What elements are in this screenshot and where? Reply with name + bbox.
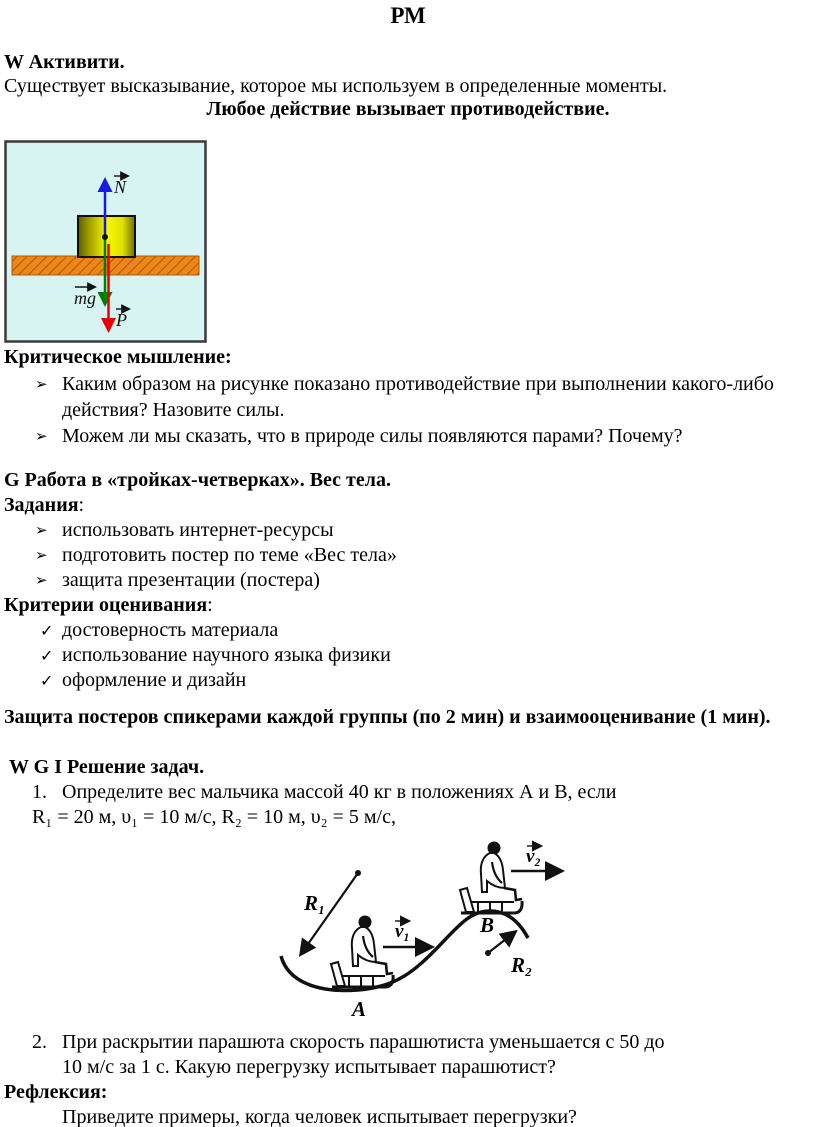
bullet-text: Каким образом на рисунке показано противодействие при выполнении какого-либо действия? Назовите силы. bbox=[62, 373, 774, 421]
activity-heading: W Активити. bbox=[4, 51, 125, 73]
sled-rider-a bbox=[331, 916, 393, 988]
page-title: РМ bbox=[390, 3, 426, 28]
reflection-heading: Рефлексия: bbox=[4, 1081, 108, 1103]
item-number: 1. bbox=[32, 781, 47, 803]
bullet-text: достоверность материала bbox=[62, 619, 279, 641]
bullet-text: защита презентации (постера) bbox=[62, 569, 320, 591]
problem-given-values: R₁ = 20 м, υ₁ = 10 м/с, R₂ = 10 м, υ₂ = 5 м/с, bbox=[32, 806, 396, 828]
problem-text-continued: 10 м/с за 1 с. Какую перегрузку испытывает парашютист? bbox=[62, 1056, 556, 1078]
list-item bbox=[40, 643, 812, 668]
check-icon: ✓ bbox=[40, 621, 54, 640]
list-item bbox=[35, 423, 812, 449]
n-label: N bbox=[114, 177, 127, 197]
p-label: P bbox=[116, 310, 127, 330]
figure-forces-block-on-support bbox=[4, 140, 207, 343]
r2-label: R₂ bbox=[511, 953, 533, 977]
critical-thinking-heading: Критическое мышление: bbox=[4, 346, 232, 368]
list-item bbox=[35, 371, 812, 423]
mg-label: mg bbox=[74, 288, 96, 308]
list-item bbox=[35, 543, 812, 568]
list-item bbox=[35, 518, 812, 543]
b-position-label: B bbox=[480, 913, 495, 937]
problem-item-1 bbox=[4, 780, 812, 830]
group-work-heading: G Работа в «тройках-четверках». Вес тела. bbox=[4, 469, 391, 491]
list-item bbox=[40, 618, 812, 643]
list-item bbox=[40, 668, 812, 693]
a-position-label: A bbox=[352, 997, 367, 1021]
problem-item-2 bbox=[4, 1030, 812, 1080]
arrow-bullet-icon: ➢ bbox=[35, 427, 48, 445]
bullet-text: оформление и дизайн bbox=[62, 669, 247, 691]
item-number: 2. bbox=[32, 1031, 47, 1053]
bullet-text: использовать интернет-ресурсы bbox=[62, 519, 334, 541]
check-icon: ✓ bbox=[40, 646, 54, 665]
arrow-bullet-icon: ➢ bbox=[35, 571, 48, 589]
reflection-question: Приведите примеры, когда человек испытывает перегрузки? bbox=[62, 1106, 577, 1127]
bullet-text: Можем ли мы сказать, что в природе силы появляются парами? Почему? bbox=[62, 425, 683, 447]
tasks-label: Задания: bbox=[4, 494, 85, 516]
poster-defense-line: Защита постеров спикерами каждой группы (по 2 мин) и взаимооценивание (1 мин). bbox=[4, 706, 771, 728]
list-item bbox=[35, 568, 812, 593]
problem-text: При раскрытии парашюта скорость парашютиста уменьшается с 50 до bbox=[62, 1031, 665, 1053]
sled-rider-b bbox=[460, 842, 522, 914]
application-point-dot bbox=[102, 234, 108, 240]
bullet-text: подготовить постер по теме «Вес тела» bbox=[62, 544, 397, 566]
criteria-label: Критерии оценивания: bbox=[4, 594, 213, 616]
problem-text: Определите вес мальчика массой 40 кг в положениях А и В, если bbox=[62, 781, 617, 803]
problems-heading: W G I Решение задач. bbox=[9, 756, 205, 778]
activity-intro: Существует высказывание, которое мы используем в определенные моменты. bbox=[4, 75, 668, 97]
criteria-list bbox=[40, 618, 812, 693]
v2-label: v₂ bbox=[526, 846, 542, 867]
arrow-bullet-icon: ➢ bbox=[35, 546, 48, 564]
arrow-bullet-icon: ➢ bbox=[35, 521, 48, 539]
arrow-bullet-icon: ➢ bbox=[35, 375, 48, 393]
critical-thinking-list bbox=[35, 371, 812, 449]
activity-statement: Любое действие вызывает противодействие. bbox=[206, 98, 610, 120]
check-icon: ✓ bbox=[40, 671, 54, 690]
r1-label: R₁ bbox=[304, 891, 326, 915]
bullet-text: использование научного языка физики bbox=[62, 644, 391, 666]
figure-sled-valley-hill bbox=[268, 840, 573, 1025]
tasks-list bbox=[35, 518, 812, 593]
v1-label: v₁ bbox=[395, 921, 411, 942]
